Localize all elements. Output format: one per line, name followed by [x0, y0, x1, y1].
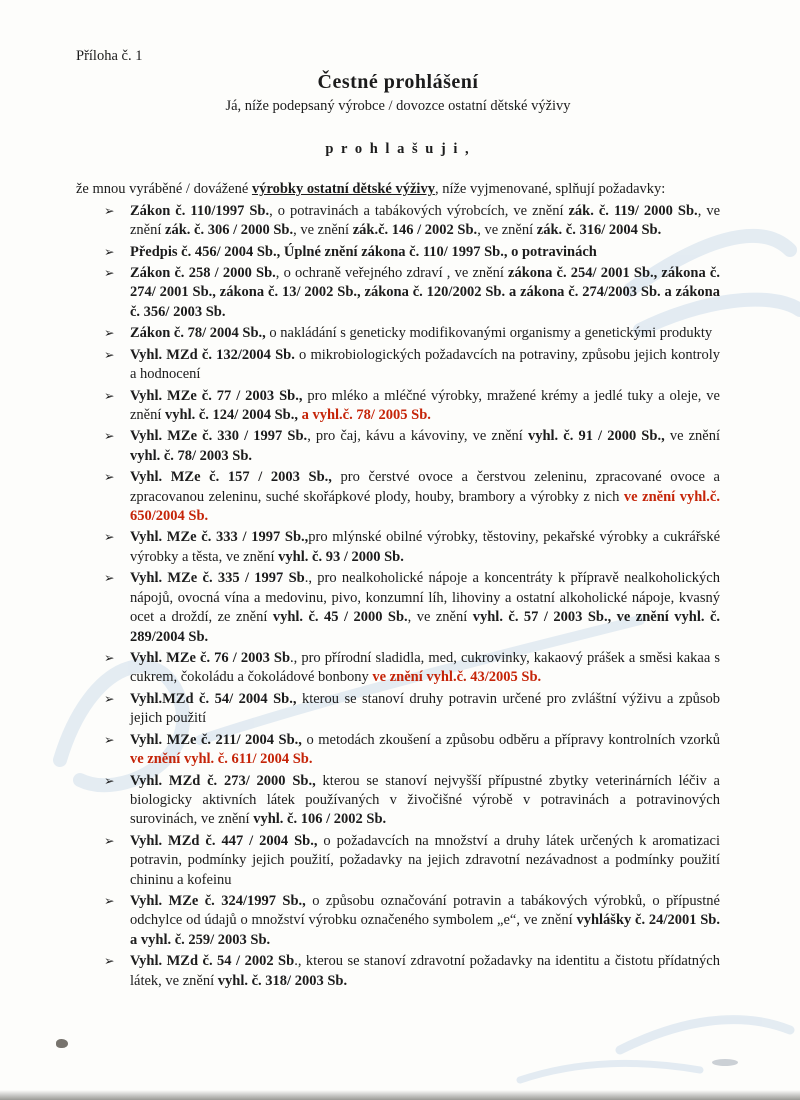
arrow-bullet-icon: ➢: [104, 570, 115, 586]
list-item: [76, 569, 720, 647]
text-segment: Vyhl. MZd č. 273/ 2000 Sb.,: [130, 772, 316, 789]
list-item-text: [130, 832, 720, 890]
document-content: [76, 48, 720, 991]
text-segment: ve znění vyhl. č. 611/ 2004 Sb.: [130, 751, 313, 768]
list-item-text: [130, 772, 720, 830]
list-item: [76, 324, 720, 343]
arrow-bullet-icon: ➢: [104, 325, 115, 341]
arrow-bullet-icon: ➢: [104, 690, 115, 706]
list-item: [76, 649, 720, 688]
list-item: [76, 952, 720, 991]
list-item: [76, 202, 720, 241]
text-segment: vyhl. č. 91 / 2000 Sb.,: [527, 428, 665, 445]
text-segment: pro mléko a mléčné výrobky, mražené krémy a jedlé tuky a oleje, ve znění: [130, 387, 720, 423]
text-segment: vyhl. č. 78/ 2003 Sb.: [130, 447, 253, 464]
list-item: [76, 731, 720, 770]
list-item-text: [130, 731, 720, 770]
arrow-bullet-icon: ➢: [104, 346, 115, 362]
text-segment: Vyhl. MZe č. 335 / 1997 Sb: [130, 570, 305, 587]
text-segment: zák.č. 146 / 2002 Sb.: [352, 222, 478, 239]
text-segment: Vyhl. MZe č. 333 / 1997 Sb.,: [130, 529, 309, 546]
list-item-text: [130, 892, 720, 950]
arrow-bullet-icon: ➢: [104, 202, 115, 218]
text-segment: Zákon č. 258 / 2000 Sb.: [130, 264, 276, 281]
arrow-bullet-icon: ➢: [104, 832, 115, 848]
list-item-text: [130, 528, 720, 567]
text-segment: Vyhl.MZd č. 54/ 2004 Sb.,: [130, 690, 297, 707]
text-segment: Vyhl. MZd č. 447 / 2004 Sb.,: [130, 832, 318, 849]
arrow-bullet-icon: ➢: [104, 731, 115, 747]
text-segment: o nakládání s geneticky modifikovanými organismy a genetickými produkty: [265, 325, 713, 342]
text-segment: že mnou vyráběné / dovážené: [76, 181, 252, 197]
text-segment: o metodách zkoušení a způsobu odběru a přípravy kontrolních vzorků: [301, 731, 721, 748]
text-segment: Vyhl. MZe č. 77 / 2003 Sb.,: [130, 387, 303, 404]
text-segment: , ve znění: [130, 202, 721, 239]
list-item: [76, 892, 720, 950]
text-segment: Vyhl. MZd č. 54 / 2002 Sb: [130, 953, 295, 970]
arrow-bullet-icon: ➢: [104, 469, 115, 485]
text-segment: zák. č. 306 / 2000 Sb.: [165, 222, 294, 239]
list-item-text: [130, 324, 720, 343]
text-segment: vyhl. č. 57 / 2003 Sb., ve znění vyhl. č. 289/2004 Sb.: [130, 609, 721, 645]
text-segment: vyhl. č. 106 / 2002 Sb.: [253, 811, 387, 828]
text-segment: Vyhl. MZe č. 211/ 2004 Sb.,: [130, 731, 302, 748]
text-segment: vyhl. č. 124/ 2004 Sb.,: [165, 406, 302, 423]
page-title: Čestné prohlášení: [317, 71, 479, 93]
text-segment: ., pro nealkoholické nápoje a koncentráty k přípravě nealkoholických nápojů, ovocná vína a medovinu, pivo, konzumní líh, lihoviny a ostatní alkoholické nápoje, kvasný ocet a droždí, ze znění: [130, 570, 720, 626]
subtitle: Já, níže podepsaný výrobce / dovozce ostatní dětské výživy: [225, 98, 571, 114]
text-segment: ve znění vyhl.č. 43/2005 Sb.: [372, 669, 542, 686]
arrow-bullet-icon: ➢: [104, 953, 115, 969]
text-segment: Vyhl. MZe č. 76 / 2003 Sb: [130, 650, 291, 666]
arrow-bullet-icon: ➢: [104, 893, 115, 909]
list-item: [76, 264, 720, 322]
list-item-text: [130, 952, 720, 991]
text-segment: kterou se stanoví nejvyšší přípustné zbytky veterinárních léčiv a biologicky aktivních látek používaných v živočišné výrobě v potravinách a potravinových surovinách, ve znění: [130, 772, 720, 828]
declaration-word: p r o h l a š u j i ,: [325, 141, 471, 157]
scan-bottom-edge: [0, 1090, 800, 1100]
text-segment: o způsobu označování potravin a tabákových výrobků, o přípustné odchylce od údajů o množství výrobku označeného symbolem „e“, ve znění: [130, 893, 720, 929]
text-segment: Zákon č. 110/1997 Sb.: [130, 202, 270, 219]
list-item-text: [130, 569, 720, 647]
list-item-text: [130, 346, 720, 385]
list-item: [76, 690, 720, 729]
list-item-text: [130, 690, 720, 729]
intro-paragraph: [76, 180, 720, 200]
text-segment: a vyhl.č. 78/ 2005 Sb.: [301, 406, 431, 423]
arrow-bullet-icon: ➢: [104, 529, 115, 545]
scan-smudge-2: [712, 1059, 738, 1066]
list-item-text: [130, 243, 720, 262]
text-segment: vyhl. č. 93 / 2000 Sb.: [278, 548, 404, 565]
list-item: [76, 346, 720, 385]
text-segment: , pro čaj, kávu a kávoviny, ve znění: [307, 428, 528, 445]
list-item: [76, 468, 720, 526]
arrow-bullet-icon: ➢: [104, 243, 115, 259]
list-item: [76, 832, 720, 890]
text-segment: Předpis č. 456/ 2004 Sb., Úplné znění zákona č. 110/ 1997 Sb., o potravinách: [130, 243, 597, 260]
text-segment: zák. č. 119/ 2000 Sb.: [568, 202, 698, 219]
list-item-text: [130, 468, 720, 526]
text-segment: vyhlášky č. 24/2001 Sb. a vyhl. č. 259/ 2003 Sb.: [130, 912, 720, 948]
list-item-text: [130, 264, 720, 322]
arrow-bullet-icon: ➢: [104, 772, 115, 788]
list-item-text: [130, 427, 720, 466]
text-segment: Vyhl. MZe č. 324/1997 Sb.,: [130, 893, 306, 910]
text-segment: zákona č. 254/ 2001 Sb., zákona č. 274/ 2001 Sb., zákona č. 13/ 2002 Sb., zákona č. 120/2002 Sb. a zákona č. 274/2003 Sb. a zákona č. 356/ 2003 Sb.: [130, 264, 720, 320]
list-item: [76, 772, 720, 830]
text-segment: ., kterou se stanoví zdravotní požadavky na identitu a čistotu přídatných látek, ve znění: [130, 953, 720, 989]
text-segment: , ve znění: [407, 609, 473, 626]
scan-smudge: [56, 1039, 68, 1048]
arrow-bullet-icon: ➢: [104, 650, 115, 665]
arrow-bullet-icon: ➢: [104, 387, 115, 403]
text-segment: o požadavcích na množství a druhy látek určených k aromatizaci potravin, podmínky jejich použití, požadavky na jejich zdravotní nezávadnost a podmínky použití chininu a kofeinu: [130, 832, 720, 888]
text-segment: ve znění: [664, 428, 721, 445]
arrow-bullet-icon: ➢: [104, 428, 115, 444]
list-item: [76, 387, 720, 426]
annex-label: Příloha č. 1: [76, 48, 143, 64]
text-segment: o mikrobiologických požadavcích na potraviny, způsobu jejich kontroly a hodnocení: [130, 346, 720, 383]
list-item-text: [130, 202, 720, 241]
text-segment: ., pro přírodní sladidla, med, cukrovinky, kakaový prášek a směsi kakaa s cukrem, čokoládu a čokoládové bonbony: [130, 650, 720, 686]
arrow-bullet-icon: ➢: [104, 264, 115, 280]
text-segment: kterou se stanoví druhy potravin určené pro zvláštní výživu a způsob jejich použití: [130, 690, 721, 727]
text-segment: Zákon č. 78/ 2004 Sb.,: [130, 325, 266, 342]
text-segment: , níže vyjmenované, splňují požadavky:: [434, 181, 666, 197]
list-item: [76, 427, 720, 466]
list-item: [76, 528, 720, 567]
list-item-text: [130, 387, 720, 426]
list-item: [76, 243, 720, 262]
text-segment: Vyhl. MZe č. 330 / 1997 Sb.: [130, 428, 308, 445]
text-segment: vyhl. č. 318/ 2003 Sb.: [217, 972, 348, 989]
text-segment: pro čerstvé ovoce a čerstvou zeleninu, zpracované ovoce a zpracovanou zeleninu, suché skořápkové plody, houby, brambory a výrobky z nich: [130, 469, 720, 505]
text-segment: , ve znění: [293, 222, 353, 239]
text-segment: Vyhl. MZe č. 157 / 2003 Sb.,: [130, 469, 332, 486]
text-segment: , o ochraně veřejného zdraví , ve znění: [275, 264, 509, 281]
text-segment: pro mlýnské obilné výrobky, těstoviny, pekařské výrobky a cukrářské výrobky a těsta, ve znění: [130, 529, 721, 565]
text-segment: vyhl. č. 45 / 2000 Sb.: [272, 609, 408, 626]
text-segment: výrobky ostatní dětské výživy: [251, 181, 435, 197]
text-segment: Vyhl. MZd č. 132/2004 Sb.: [130, 346, 295, 363]
text-segment: , ve znění: [477, 222, 537, 239]
text-segment: ve znění vyhl.č. 650/2004 Sb.: [130, 488, 720, 525]
text-segment: zák. č. 316/ 2004 Sb.: [536, 222, 662, 239]
requirements-list: [76, 202, 720, 991]
list-item-text: [130, 649, 720, 688]
text-segment: , o potravinách a tabákových výrobcích, ve znění: [269, 202, 569, 219]
